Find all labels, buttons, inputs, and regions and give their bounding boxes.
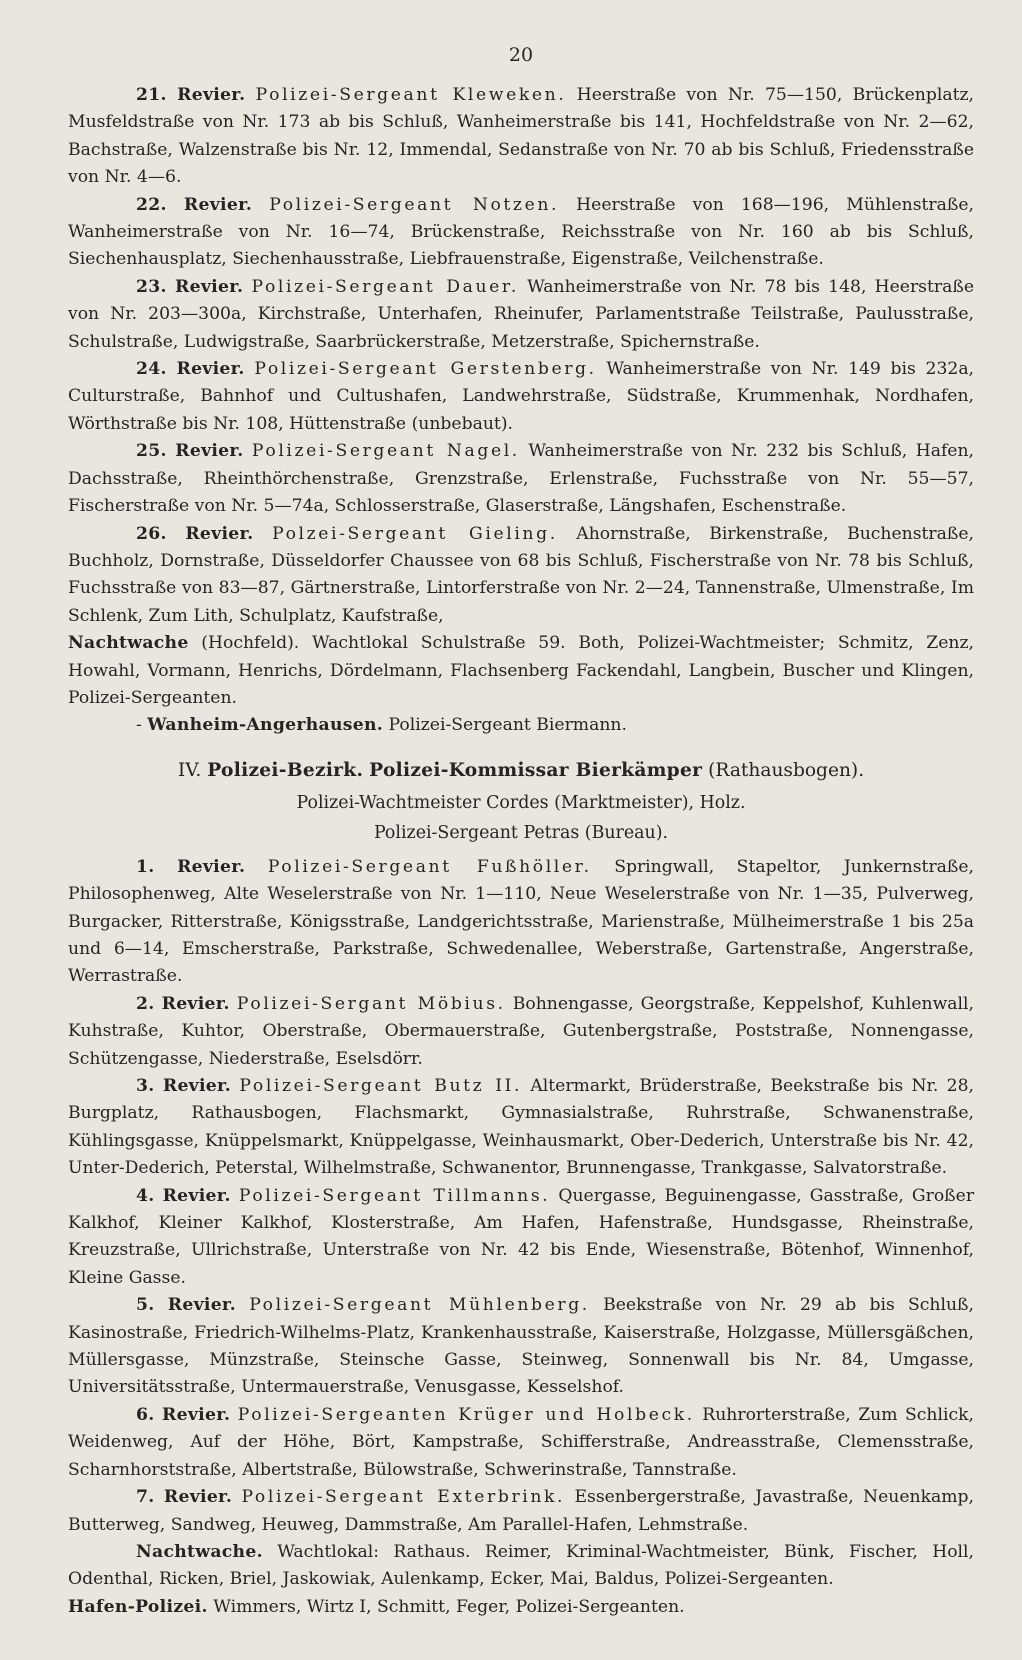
- bezirk-wachtmeister: Polizei-Wachtmeister Cordes (Marktmeister), Holz.: [296, 792, 746, 813]
- revier-officer: Polzei-Sergeant Gieling.: [272, 523, 558, 544]
- revier-streets: Altermarkt, Brüderstraße, Beekstraße bis Nr. 28, Burgplatz, Rathausbogen, Flachsmarkt, Gymnasialstraße, Ruhrstraße, Schwanenstraße, Kühlingsgasse, Knüppelsmarkt, Knüppelgasse, Weinhausmarkt, Ober-Dederich, Unterstraße bis Nr. 42, Unter-Dederich, Peterstal, Wilhelmstraße, Schwanentor, Brunnengasse, Trankgasse, Salvatorstraße.: [68, 1076, 974, 1179]
- bezirk-label: Polizei-Bezirk.: [207, 759, 364, 781]
- revier-entry: [68, 1073, 974, 1183]
- revier-list-section3: [68, 82, 974, 740]
- bezirk-numeral: IV.: [177, 759, 202, 781]
- revier-number: 1.: [136, 856, 155, 877]
- revier-label: Revier.: [162, 1404, 231, 1425]
- revier-number: 25.: [136, 441, 167, 462]
- revier-number: 7.: [136, 1487, 155, 1508]
- revier-number: 6.: [136, 1404, 155, 1425]
- revier-label: Revier.: [175, 441, 244, 462]
- revier-number: 22.: [136, 194, 167, 215]
- revier-officer: Polizei-Sergeant Kleweken.: [255, 85, 567, 105]
- bezirk-heading: [68, 754, 974, 788]
- revier-streets: Heerstraße von 168—196, Mühlenstraße, Wanheimerstraße von Nr. 16—74, Brückenstraße, Reichsstraße von Nr. 160 ab bis Schluß, Siechenhausplatz, Siechenhausstraße, Liebfrauenstraße, Eigenstraße, Veilchenstraße.: [68, 194, 974, 270]
- revier-label: Revier.: [161, 993, 230, 1014]
- wanheim-dash: -: [136, 715, 142, 736]
- revier-officer: Polizei-Sergeanten Krüger und Holbeck.: [237, 1404, 695, 1425]
- revier-streets: Bohnengasse, Georgstraße, Keppelshof, Kuhlenwall, Kuhstraße, Kuhtor, Oberstraße, Obermauerstraße, Gutenbergstraße, Poststraße, Nonnengasse, Schützengasse, Niederstraße, Eselsdörr.: [68, 993, 974, 1069]
- revier-number: 24.: [136, 359, 167, 380]
- wanheim-text: Polizei-Sergeant Biermann.: [388, 715, 627, 736]
- revier-streets: Heerstraße von Nr. 75—150, Brückenplatz, Musfeldstraße von Nr. 173 ab bis Schluß, Wanheimerstraße bis 141, Hochfeldstraße von Nr. 2—62, Bachstraße, Walzenstraße bis Nr. 12, Immendal, Sedanstraße von Nr. 70 ab bis Schluß, Friedensstraße von Nr. 4—6.: [68, 85, 974, 188]
- revier-label: Revier.: [175, 276, 244, 297]
- revier-entry: [68, 1484, 974, 1539]
- revier-number: 5.: [136, 1295, 155, 1316]
- revier-number: 3.: [136, 1076, 155, 1096]
- revier-label: Revier.: [185, 523, 254, 544]
- wanheim-label: Wanheim-Angerhausen.: [147, 715, 384, 736]
- revier-entry: [68, 1292, 974, 1402]
- revier-streets: Ahornstraße, Birkenstraße, Buchenstraße, Buchholz, Dornstraße, Düsseldorfer Chaussee von 68 bis Schluß, Fischerstraße von Nr. 78 bis Schluß, Fuchsstraße von 83—87, Gärtnerstraße, Lintorferstraße von Nr. 2—24, Tannenstraße, Ulmenstraße, Im Schlenk, Zum Lith, Schulplatz, Kaufstraße,: [68, 523, 975, 626]
- revier-officer: Polizei-Sergeant Dauer.: [251, 276, 519, 297]
- hafen-polizei-text: Wimmers, Wirtz I, Schmitt, Feger, Polizei-Sergeanten.: [213, 1596, 685, 1617]
- revier-number: 2.: [136, 993, 155, 1014]
- nachtwache-text: (Hochfeld). Wachtlokal Schulstraße 59. Both, Polizei-Wachtmeister; Schmitz, Zenz, Howahl, Vormann, Henrichs, Dördelmann, Flachsenberg Fackendahl, Langbein, Buscher und Klingen, Polizei-Sergeanten.: [68, 633, 974, 708]
- revier-entry: [68, 192, 974, 274]
- revier-number: 23.: [136, 276, 167, 297]
- revier-officer: Polizei-Sergeant Tillmanns.: [238, 1185, 551, 1206]
- revier-officer: Polizei-Sergeant Fußhöller.: [267, 856, 592, 877]
- bezirk-bureau: Polizei-Sergeant Petras (Bureau).: [373, 822, 669, 843]
- revier-list-section4: [68, 854, 974, 1621]
- revier-entry: [68, 274, 974, 356]
- revier-streets: Springwall, Stapeltor, Junkernstraße, Philosophenweg, Alte Weselerstraße von Nr. 1—110, Neue Weselerstraße von Nr. 1—35, Pulverweg, Burgacker, Ritterstraße, Königsstraße, Landgerichtsstraße, Marienstraße, Mülheimerstraße 1 bis 25a und 6—14, Emscherstraße, Parkstraße, Schwedenallee, Weberstraße, Gartenstraße, Angerstraße, Werrastraße.: [68, 856, 975, 987]
- nachtwache-label: Nachtwache: [68, 633, 189, 654]
- revier-streets: Beekstraße von Nr. 29 ab bis Schluß, Kasinostraße, Friedrich-Wilhelms-Platz, Krankenhausstraße, Kaiserstraße, Holzgasse, Müllersgäßchen, Müllersgasse, Münzstraße, Steinsche Gasse, Steinweg, Sonnenwall bis Nr. 84, Umgasse, Universitätsstraße, Untermauerstraße, Venusgasse, Kesselshof.: [68, 1295, 974, 1398]
- revier-officer: Polizei-Sergeant Butz II.: [239, 1076, 523, 1096]
- bezirk-location: (Rathausbogen).: [708, 759, 865, 781]
- revier-number: 26.: [136, 523, 167, 544]
- nachtwache-text: Wachtlokal: Rathaus. Reimer, Kriminal-Wachtmeister, Bünk, Fischer, Holl, Odenthal, Ricken, Briel, Jaskowiak, Aulenkamp, Ecker, Mai, Baldus, Polizei-Sergeanten.: [68, 1541, 975, 1590]
- revier-number: 21.: [136, 85, 167, 105]
- hafen-polizei-entry: [68, 1594, 974, 1621]
- revier-entry: [68, 521, 974, 631]
- revier-streets: Essenbergerstraße, Javastraße, Neuenkamp, Butterweg, Sandweg, Heuweg, Dammstraße, Am Parallel-Hafen, Lehmstraße.: [68, 1487, 974, 1535]
- revier-streets: Wanheimerstraße von Nr. 78 bis 148, Heerstraße von Nr. 203—300a, Kirchstraße, Unterhafen, Rheinufer, Parlamentstraße Teilstraße, Paulusstraße, Schulstraße, Ludwigstraße, Saarbrückerstraße, Metzerstraße, Spichernstraße.: [68, 276, 975, 352]
- revier-entry: [68, 1402, 974, 1484]
- hafen-polizei-label: Hafen-Polizei.: [68, 1596, 208, 1617]
- revier-officer: Polizei-Sergeant Mühlenberg.: [249, 1295, 590, 1316]
- nachtwache-label: Nachtwache.: [136, 1541, 263, 1562]
- revier-streets: Wanheimerstraße von Nr. 149 bis 232a, Culturstraße, Bahnhof und Cultushafen, Landwehrstraße, Südstraße, Krummenhak, Nordhafen, Wörthstraße bis Nr. 108, Hüttenstraße (unbebaut).: [68, 359, 975, 434]
- revier-officer: Polizei-Sergeant Notzen.: [269, 194, 560, 215]
- revier-entry: [68, 854, 974, 991]
- revier-entry: [68, 82, 974, 192]
- revier-label: Revier.: [167, 1295, 236, 1316]
- revier-entry: [68, 438, 974, 520]
- revier-officer: Polizei-Sergeant Gerstenberg.: [254, 359, 597, 380]
- revier-entry: [68, 356, 974, 438]
- page-number: 20: [508, 44, 534, 66]
- revier-entry: [68, 991, 974, 1073]
- revier-streets: Wanheimerstraße von Nr. 232 bis Schluß, Hafen, Dachsstraße, Rheinthörchenstraße, Grenzstraße, Erlenstraße, Fuchsstraße von Nr. 55—57, Fischerstraße von Nr. 5—74a, Schlosserstraße, Glaserstraße, Längshafen, Eschenstraße.: [68, 441, 975, 517]
- revier-label: Revier.: [163, 1487, 233, 1508]
- bezirk-kommissar: Polizei-Kommissar Bierkämper: [369, 759, 703, 781]
- revier-label: Revier.: [177, 856, 246, 877]
- revier-label: Revier.: [162, 1185, 231, 1206]
- revier-officer: Polizei-Sergeant Exterbrink.: [241, 1487, 566, 1508]
- revier-number: 4.: [136, 1185, 155, 1206]
- revier-officer: Polizei-Sergant Möbius.: [236, 993, 506, 1014]
- revier-label: Revier.: [162, 1076, 232, 1096]
- revier-label: Revier.: [183, 194, 253, 215]
- revier-label: Revier.: [177, 85, 246, 105]
- nachtwache-entry: [68, 630, 974, 712]
- revier-streets: Ruhrorterstraße, Zum Schlick, Weidenweg, Auf der Höhe, Bört, Kampstraße, Schifferstraße, Andreasstraße, Clemensstraße, Scharnhorststraße, Albertstraße, Bülowstraße, Schwerinstraße, Tannstraße.: [68, 1404, 975, 1480]
- revier-label: Revier.: [176, 359, 245, 380]
- revier-officer: Polizei-Sergeant Nagel.: [251, 441, 520, 462]
- revier-streets: Quergasse, Beguinengasse, Gasstraße, Großer Kalkhof, Kleiner Kalkhof, Klosterstraße, Am Hafen, Hafenstraße, Hundsgasse, Rheinstraße, Kreuzstraße, Ullrichstraße, Unterstraße von Nr. 42 bis Ende, Wiesenstraße, Bötenhof, Winnenhof, Kleine Gasse.: [68, 1185, 975, 1288]
- revier-entry: [68, 1183, 974, 1293]
- nachtwache-entry: [68, 1539, 974, 1594]
- wanheim-entry: [68, 712, 974, 739]
